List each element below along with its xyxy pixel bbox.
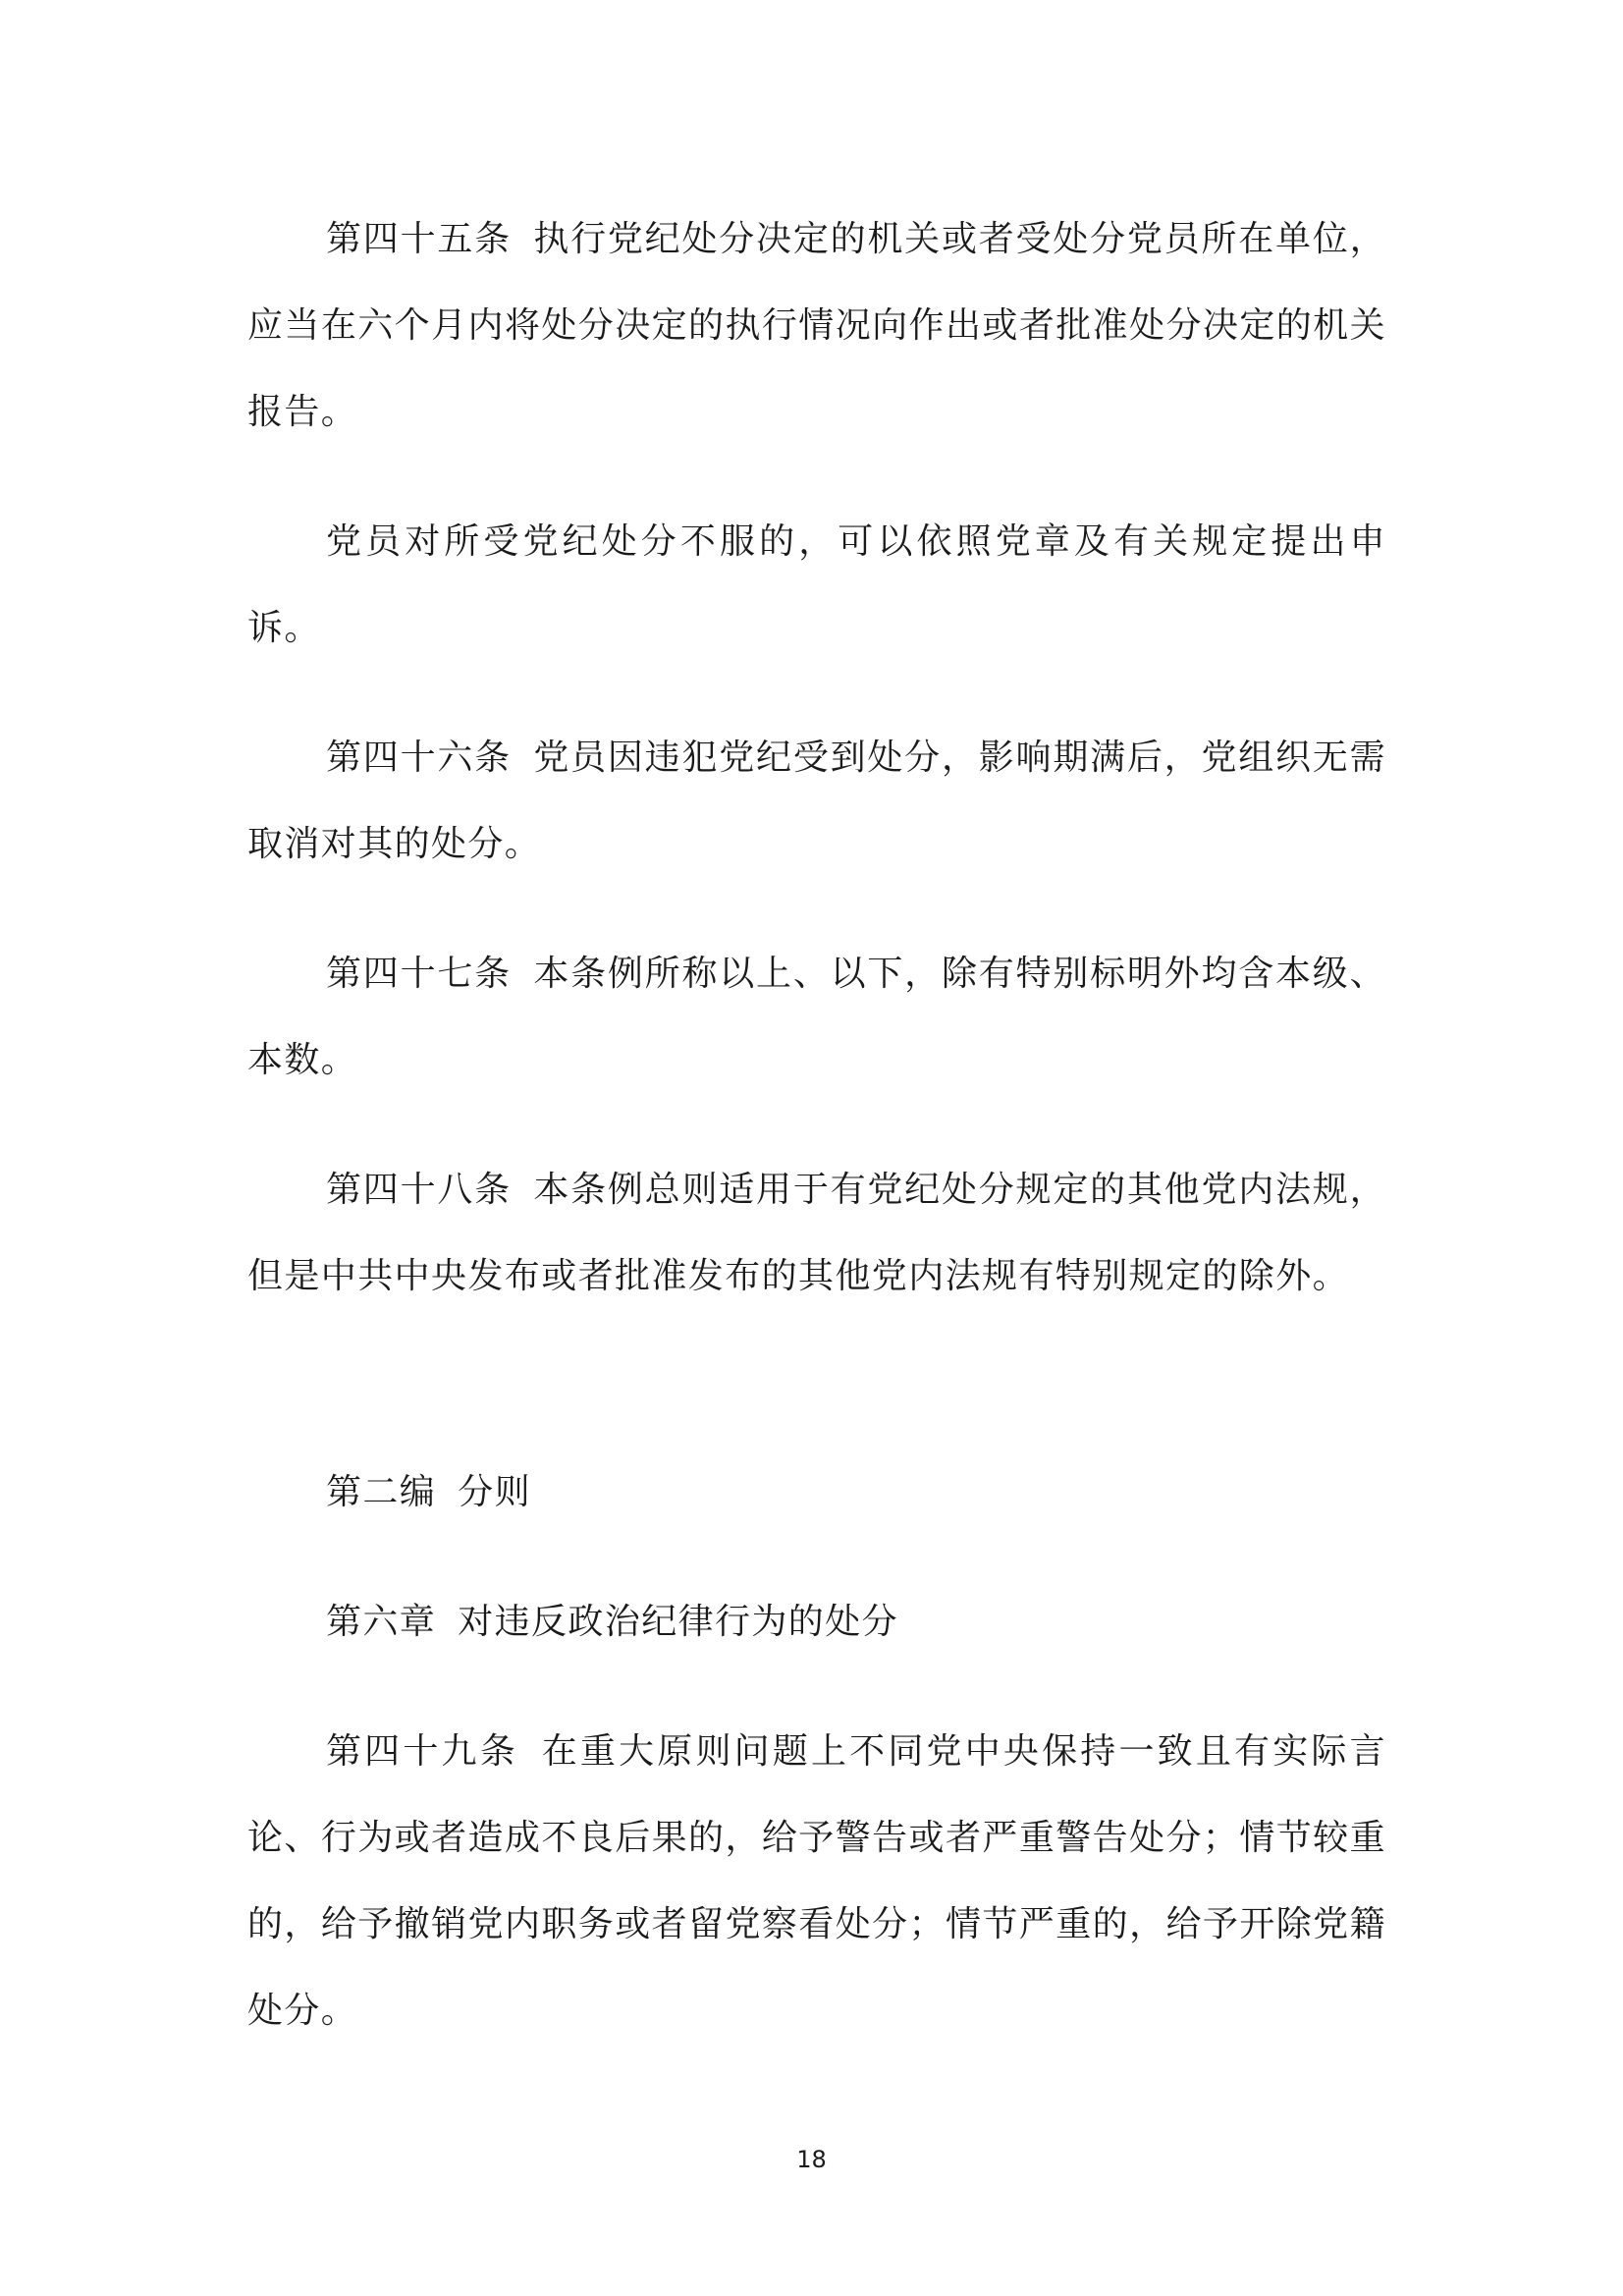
article-49-paragraph xyxy=(247,1709,1386,2054)
appeal-paragraph xyxy=(247,499,1386,672)
part-heading xyxy=(247,1449,1386,1536)
part-title: 分则 xyxy=(458,1472,532,1512)
article-45-paragraph xyxy=(247,196,1386,456)
article-number: 第四十九条 xyxy=(326,1731,518,1772)
chapter-label: 第六章 xyxy=(326,1602,437,1642)
article-text: 本条例总则适用于有党纪处分规定的其他党内法规，但是中共中央发布或者批准发布的其他党内法规有特别规定的除外。 xyxy=(247,1170,1386,1296)
article-47-paragraph xyxy=(247,931,1386,1104)
article-text: 执行党纪处分决定的机关或者受处分党员所在单位，应当在六个月内将处分决定的执行情况向作出或者批准处分决定的机关报告。 xyxy=(247,219,1386,432)
chapter-title: 对违反政治纪律行为的处分 xyxy=(458,1602,899,1642)
article-48-paragraph xyxy=(247,1147,1386,1320)
article-number: 第四十七条 xyxy=(326,954,512,994)
article-text: 党员因违犯党纪受到处分，影响期满后，党组织无需取消对其的处分。 xyxy=(247,738,1386,864)
article-46-paragraph xyxy=(247,715,1386,888)
chapter-heading xyxy=(247,1579,1386,1666)
article-number: 第四十八条 xyxy=(326,1170,512,1210)
article-text: 本条例所称以上、以下，除有特别标明外均含本级、本数。 xyxy=(247,954,1386,1080)
paragraph-text: 党员对所受党纪处分不服的，可以依照党章及有关规定提出申诉。 xyxy=(247,521,1386,648)
article-number: 第四十五条 xyxy=(326,219,512,259)
article-number: 第四十六条 xyxy=(326,738,512,778)
page-number: 18 xyxy=(796,2146,827,2173)
part-label: 第二编 xyxy=(326,1472,437,1512)
article-text: 在重大原则问题上不同党中央保持一致且有实际言论、行为或者造成不良后果的，给予警告或者严重警告处分；情节较重的，给予撤销党内职务或者留党察看处分；情节严重的，给予开除党籍处分。 xyxy=(247,1731,1386,2031)
